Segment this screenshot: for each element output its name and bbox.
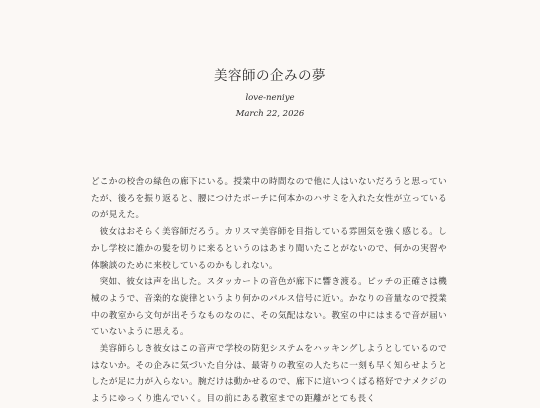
document-author: love-neniye [245, 93, 295, 103]
paragraph-1: どこかの校舎の緑色の廊下にいる。授業中の時間なので他に人はいないだろうと思っていたが、後ろを振り返ると、腰につけたポーチに何本かのハサミを入れた女性が立っているのが見えた。 [91, 177, 447, 221]
paragraph-4: 美容師らしき彼女はこの音声で学校の防犯システムをハッキングしようとしているのではないか。その企みに気づいた自分は、最寄りの教室の人たちに一刻も早く知らせようとしたが足に力が入らない。腕だけは動かせるので、廊下に這いつくばる格好でナメクジのようにゆっくり進んでいく。目の前にある教室までの距離がとても長く [91, 344, 447, 405]
document-body [91, 174, 447, 408]
document-date: March 22, 2026 [235, 109, 305, 119]
paragraph-3: 突如、彼女は声を出した。スタッカートの音色が廊下に響き渡る。ピッチの正確さは機械のようで、音楽的な旋律というより何かのパルス信号に近い。かなりの音量なので授業中の教室から文句が出そうなものなのに、その気配はない。教室の中にはまるで音が届いていないように思える。 [91, 277, 447, 338]
paragraph-2: 彼女はおそらく美容師だろう。カリスマ美容師を目指している雰囲気を強く感じる。しかし学校に誰かの髪を切りに来るというのはあまり聞いたことがないので、何かの実習や体験談のために来校しているのかもしれない。 [91, 227, 447, 271]
document-title: 美容師の企みの夢 [214, 68, 326, 84]
